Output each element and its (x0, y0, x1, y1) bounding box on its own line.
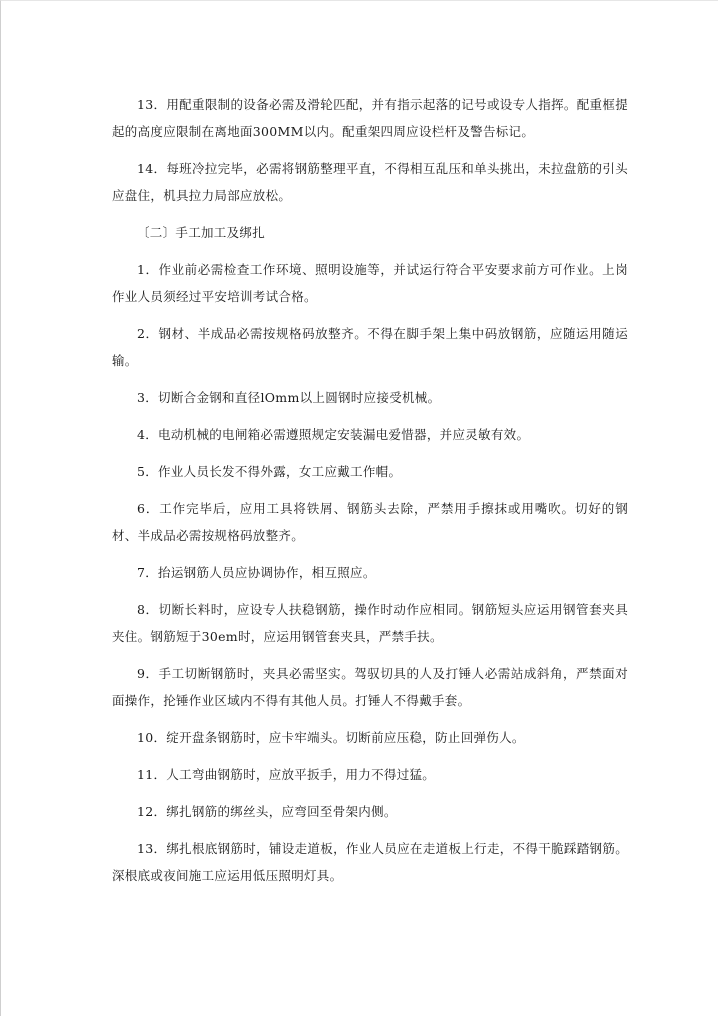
paragraph-item-1: 1．作业前必需检查工作环境、照明设施等，并试运行符合平安要求前方可作业。上岗作业人员须经过平安培训考试合格。 (112, 262, 628, 304)
paragraph-item-6: 6．工作完毕后，应用工具将铁屑、钢筋头去除，严禁用手擦抹或用嘴吹。切好的钢材、半成品必需按规格码放整齐。 (112, 501, 628, 543)
paragraph-item-4: 4．电动机械的电闸箱必需遵照规定安装漏电爱惜器，并应灵敏有效。 (137, 427, 530, 442)
paragraph-item-10: 10．绽开盘条钢筋时，应卡牢端头。切断前应压稳，防止回弹伤人。 (137, 730, 525, 745)
paragraph-item-14-cold-drawing: 14．每班冷拉完毕，必需将钢筋整理平直，不得相互乱压和单头挑出，未拉盘筋的引头应盘住，机具拉力局部应放松。 (112, 161, 628, 203)
paragraph-item-11: 11．人工弯曲钢筋时，应放平扳手，用力不得过猛。 (137, 767, 436, 782)
paragraph-item-8: 8．切断长料时，应设专人扶稳钢筋，操作时动作应相同。钢筋短头应运用钢管套夹具夹住。钢筋短于30em时，应运用钢管套夹具，严禁手扶。 (112, 602, 628, 644)
section-heading-manual-processing: 〔二〕手工加工及绑扎 (137, 225, 266, 240)
paragraph-item-13-counterweight: 13．用配重限制的设备必需及滑轮匹配，并有指示起落的记号或设专人指挥。配重框提起的高度应限制在离地面300MM以内。配重架四周应设栏杆及警告标记。 (112, 97, 628, 139)
paragraph-item-2: 2．钢材、半成品必需按规格码放整齐。不得在脚手架上集中码放钢筋，应随运用随运输。 (112, 326, 628, 368)
paragraph-item-5: 5．作业人员长发不得外露，女工应戴工作帽。 (137, 464, 402, 479)
document-body (112, 91, 628, 899)
paragraph-item-3: 3．切断合金钢和直径lOmm以上圆钢时应接受机械。 (137, 390, 441, 405)
paragraph-item-7: 7．抬运钢筋人员应协调协作，相互照应。 (137, 565, 376, 580)
paragraph-item-12: 12．绑扎钢筋的绑丝头，应弯回至骨架内侧。 (137, 804, 397, 819)
paragraph-item-9: 9．手工切断钢筋时，夹具必需坚实。驾驭切具的人及打锤人必需站成斜角，严禁面对面操作，抡锤作业区域内不得有其他人员。打锤人不得戴手套。 (112, 666, 628, 708)
paragraph-item-13: 13．绑扎根底钢筋时，铺设走道板，作业人员应在走道板上行走，不得干脆踩踏钢筋。深根底或夜间施工应运用低压照明灯具。 (112, 841, 628, 883)
